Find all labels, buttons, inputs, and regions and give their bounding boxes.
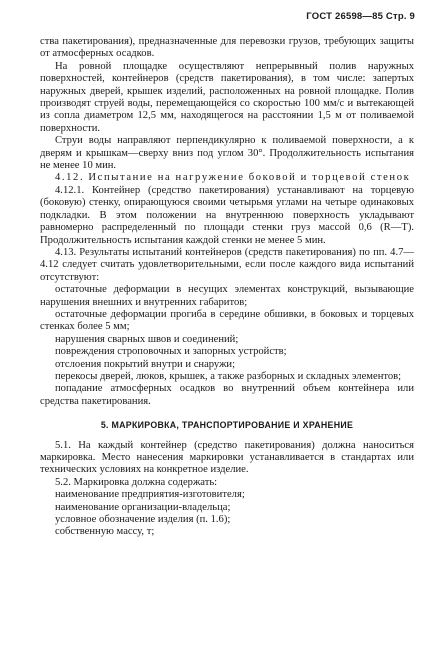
- list-item: нарушения сварных швов и соединений;: [55, 333, 239, 345]
- paragraph-4-13: 4.13. Результаты испытаний контейнеров (средств пакетирования) по пп. 4.7—4.12 следует считать удовлетворительными, если после каждого вида испытаний отсутствуют:: [40, 246, 414, 283]
- list-item: попадание атмосферных осадков во внутренний объем контейнера или средства пакетирования.: [40, 383, 414, 407]
- list-item: условное обозначение изделия (п. 1.6);: [55, 514, 231, 526]
- list-item: наименование предприятия-изготовителя;: [55, 489, 245, 501]
- list-item: наименование организации-владельца;: [55, 501, 231, 513]
- section-title: 5. МАРКИРОВКА, ТРАНСПОРТИРОВАНИЕ И ХРАНЕНИЕ: [100, 420, 354, 431]
- list-item: перекосы дверей, люков, крышек, а также разборных и складных элементов;: [55, 370, 402, 382]
- list-item: остаточные деформации в несущих элементах конструкций, вызывающие нарушения внешних и внутренних габаритов;: [40, 284, 414, 308]
- paragraph-5-1: 5.1. На каждый контейнер (средство пакетирования) должна наноситься маркировка. Место нанесения маркировки устанавливается в стандартах или технических условиях на конкретное изделие.: [40, 439, 414, 476]
- list-item: собственную массу, т;: [55, 526, 155, 538]
- paragraph-continuation: ства пакетирования), предназначенные для перевозки грузов, требующих защиты от атмосферных осадков.: [40, 36, 414, 60]
- list-item: отслоения покрытий внутри и снаружи;: [55, 358, 236, 370]
- paragraph-5-2: 5.2. Маркировка должна содержать:: [55, 476, 218, 488]
- paragraph-watering-procedure: На ровной площадке осуществляют непрерывный полив наружных поверхностей, контейнеров (средств пакетирования), в том числе: запертых наружных дверей, крышек изделий, расположенных на ровной площадке. Полив производят струей воды, перемещающейся со скоростью 100 мм/с и вытекающей из сопла диаметром 12,5 мм, находящегося на расстоянии 1,5 м от поливаемой поверхности.: [40, 60, 414, 134]
- list-item: повреждения строповочных и запорных устройств;: [55, 346, 287, 358]
- paragraph-water-jets: Струи воды направляют перпендикулярно к поливаемой поверхности, а к дверям и крышкам—сверху вниз под углом 30°. Продолжительность испытания не менее 10 мин.: [40, 135, 414, 172]
- paragraph-4-12-1: 4.12.1. Контейнер (средство пакетирования) устанавливают на торцевую (боковую) стенку, опирающуюся своими четырьмя углами на четыре одинаковых подкладки. В этом положении на внутреннюю поверхность укладывают равномерно распределенный по площади стенки груз массой 0,6 (R—T). Продолжительность испытания каждой стенки не менее 5 мин.: [40, 184, 414, 246]
- page-header: ГОСТ 26598—85 Стр. 9: [306, 11, 415, 22]
- list-item: остаточные деформации прогиба в середине обшивки, в боковых и торцевых стенках более 5 мм;: [40, 308, 414, 333]
- document-body: [40, 36, 414, 539]
- subsection-heading-4-12: 4.12. Испытание на нагружение боковой и торцевой стенок: [55, 172, 411, 184]
